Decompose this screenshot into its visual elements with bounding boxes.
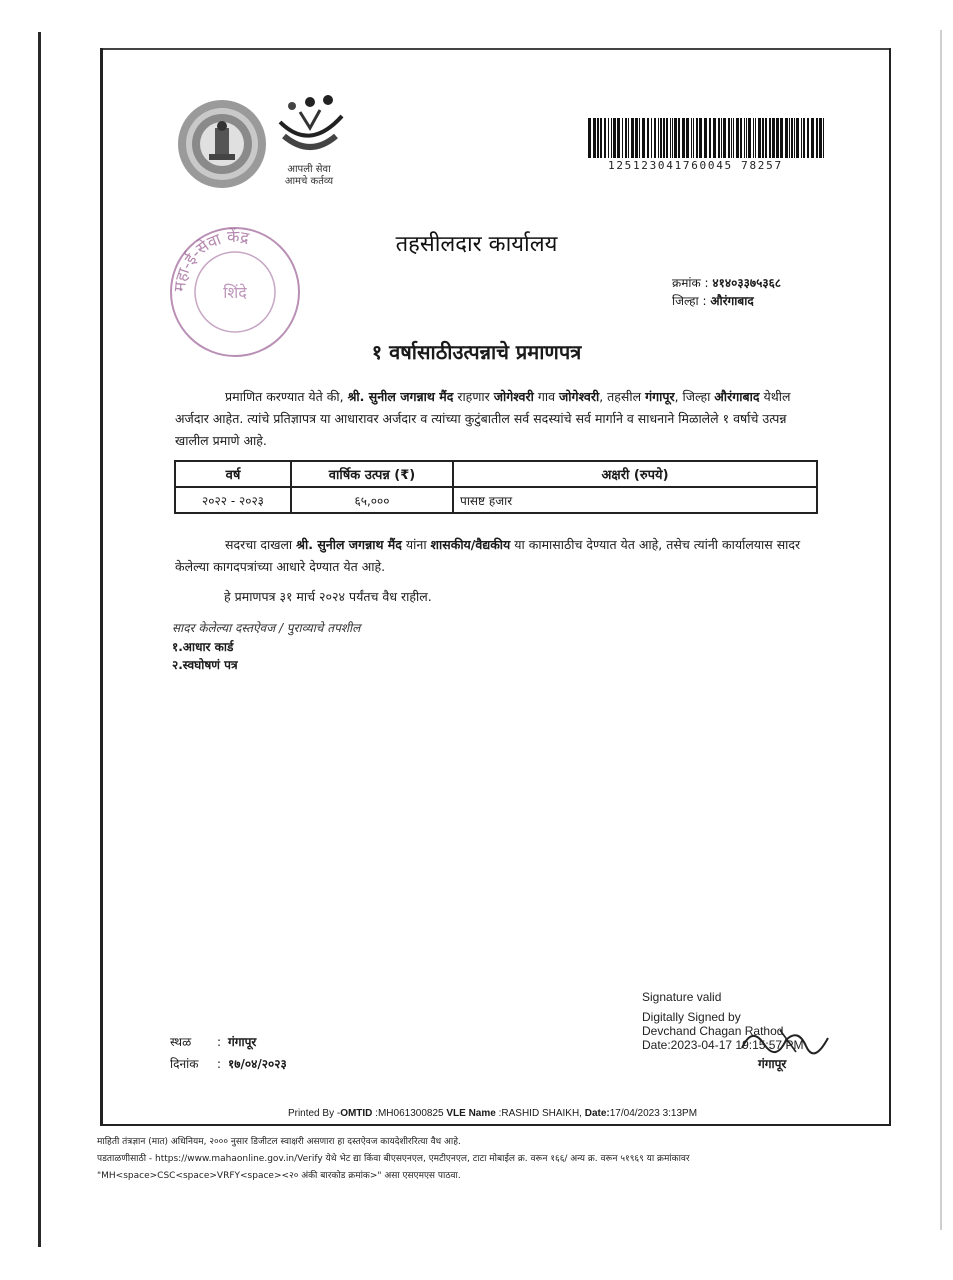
district-name: औरंगाबाद <box>714 389 760 404</box>
sthal-label: स्थळ <box>170 1035 192 1049</box>
barcode-bar <box>670 118 671 158</box>
barcode-bar <box>769 118 771 158</box>
barcode-bar <box>736 118 739 158</box>
barcode-bar <box>740 118 742 158</box>
barcode-bar <box>728 118 730 158</box>
applicant-name: श्री. सुनील जगन्नाथ मैंद <box>347 389 454 404</box>
barcode-bar <box>803 118 805 158</box>
barcode-bar <box>780 118 783 158</box>
barcode-bar <box>613 118 616 158</box>
barcode-bar <box>658 118 659 158</box>
applicant-name: श्री. सुनील जगन्नाथ मैंद <box>296 537 402 552</box>
vle-value: :RASHID SHAIKH, <box>495 1108 585 1119</box>
dinank-label: दिनांक <box>170 1057 199 1071</box>
barcode-bar <box>672 118 673 158</box>
para2-text: यांना <box>401 537 431 552</box>
para1-text: गाव <box>533 389 560 404</box>
tagline-line-2: आमचे कर्तव्य <box>284 176 334 187</box>
barcode-bar <box>776 118 779 158</box>
signature-date: Date:2023-04-17 19:15:57 PM <box>642 1038 804 1052</box>
barcode-bar <box>691 118 692 158</box>
barcode-bar <box>765 118 767 158</box>
barcode-bar <box>608 118 609 158</box>
barcode-bar <box>748 118 751 158</box>
barcode-bar <box>696 118 698 158</box>
sthal-value: गंगापूर <box>228 1035 257 1049</box>
scan-edge-left <box>38 32 41 1247</box>
date-label: Date: <box>584 1108 610 1119</box>
certificate-title: १ वर्षासाठीउत्पन्नाचे प्रमाणपत्र <box>371 340 582 364</box>
barcode-bar <box>718 118 720 158</box>
barcode-bar <box>823 118 824 158</box>
barcode-bar <box>666 118 668 158</box>
documents-heading: सादर केलेल्या दस्तऐवज / पुराव्याचे तपशील <box>172 621 361 635</box>
barcode-bar <box>721 118 722 158</box>
cell-in-words: पासष्ट हजार <box>453 487 817 513</box>
kramank-label: क्रमांक : <box>672 276 709 290</box>
documents-list <box>172 638 238 674</box>
office-title: तहसीलदार कार्यालय <box>395 232 558 257</box>
vle-label: VLE Name <box>446 1108 496 1119</box>
para2-text: सदरचा दाखला <box>225 537 297 552</box>
barcode-bar <box>604 118 606 158</box>
barcode-bar <box>785 118 788 158</box>
para1-text: येथील अर्जदार आहेत. त्यांचे प्रतिज्ञापत्र या आधारावर अर्जदार व त्यांच्या कुटुंबातील सर्व सदस्यांचे सर्व मार्गाने व साधनाने मिळालेले १ वर्षाचे उत्पन्न खालील प्रमाणे आहे. <box>175 389 791 448</box>
barcode-bar <box>733 118 734 158</box>
barcode-bar <box>682 118 685 158</box>
barcode-bar <box>686 118 689 158</box>
footer-line: पडताळणीसाठी - https://www.mahaonline.gov.in/Verify येथे भेट द्या किंवा बीएसएनएल, एमटीएनएल, टाटा मोबाईल क्र. वरून १६६/ अन्य क्र. वरून ५१९६९ या क्रमांकावर <box>97 1154 690 1164</box>
barcode-bar <box>772 118 775 158</box>
barcode-bar <box>755 118 756 158</box>
barcode-bar <box>663 118 665 158</box>
barcode-bar <box>660 118 662 158</box>
tahsil-name: गंगापूर <box>645 389 675 404</box>
barcode-bar <box>794 118 795 158</box>
kramank-value: ४१४०३३७५३६८ <box>712 276 782 290</box>
barcode <box>588 118 826 158</box>
header-annual-income: वार्षिक उत्पन्न (₹) <box>291 461 453 487</box>
cell-income: ६५,००० <box>291 487 453 513</box>
list-item <box>172 656 238 674</box>
barcode-bar <box>622 118 623 158</box>
jilha-value: औरंगाबाद <box>710 294 754 308</box>
barcode-bar <box>651 118 652 158</box>
footer-notes <box>97 1134 897 1185</box>
para1-text: राहणार <box>453 389 494 404</box>
validity-paragraph: हे प्रमाणपत्र ३१ मार्च २०२४ पर्यंतच वैध राहील. <box>224 589 432 604</box>
income-table <box>174 460 818 514</box>
omtid-label: OMTID <box>340 1108 373 1119</box>
header-year: वर्ष <box>175 461 291 487</box>
barcode-bar <box>642 118 645 158</box>
place-date-block: स्थळ : गंगापूर दिनांक : १७/०४/२०२३ <box>170 1031 287 1075</box>
barcode-bar <box>723 118 726 158</box>
barcode-bar <box>674 118 677 158</box>
tagline-line-1: आपली सेवा <box>287 164 331 175</box>
signature-line: Digitally Signed by <box>642 1010 741 1024</box>
barcode-bar <box>647 118 649 158</box>
barcode-bar <box>678 118 680 158</box>
para2-text: या कामासाठीच देण्यात येत आहे, तसेच त्यांनी कार्यालयास सादर केलेल्या कागदपत्रांच्या आधारे देण्यात येत आहे. <box>175 537 801 574</box>
barcode-bar <box>654 118 656 158</box>
aaple-seva-tagline <box>276 164 342 188</box>
purpose-paragraph <box>175 534 823 578</box>
omtid-value: :MH061300825 <box>372 1108 447 1119</box>
barcode-bar <box>704 118 707 158</box>
barcode-bar <box>593 118 596 158</box>
document-item: १.आधार कार्ड <box>172 640 234 654</box>
barcode-bar <box>639 118 640 158</box>
barcode-bar <box>807 118 809 158</box>
barcode-bar <box>758 118 761 158</box>
signature-valid: Signature valid <box>642 990 722 1004</box>
printed-text: Printed By - <box>287 1108 341 1119</box>
barcode-bar <box>796 118 799 158</box>
village-name: जोगेश्वरी <box>493 389 534 404</box>
barcode-bar <box>628 118 629 158</box>
cell-year: २०२२ - २०२३ <box>175 487 291 513</box>
purpose: शासकीय/वैद्यकीय <box>430 537 511 552</box>
dinank-value: १७/०४/२०२३ <box>228 1057 287 1071</box>
barcode-bar <box>709 118 711 158</box>
document-item: २.स्वघोषणं पत्र <box>172 658 238 672</box>
state-emblem-icon <box>175 98 270 190</box>
table-row <box>175 487 817 513</box>
barcode-bar <box>731 118 732 158</box>
barcode-bar <box>746 118 747 158</box>
certification-paragraph <box>175 386 823 452</box>
barcode-bar <box>791 118 793 158</box>
barcode-bar <box>819 118 822 158</box>
barcode-bar <box>635 118 638 158</box>
barcode-bar <box>699 118 702 158</box>
barcode-bar <box>617 118 620 158</box>
footer-line: "MH<space>CSC<space>VRFY<space><२० अंकी बारकोड क्रमांक>" असा एसएमएस पाठवा. <box>97 1171 461 1181</box>
stamp-outer-text: महा-ई-सेवा केंद्र <box>169 226 251 293</box>
header-in-words: अक्षरी (रुपये) <box>453 461 817 487</box>
barcode-bar <box>811 118 814 158</box>
para1-text: , तहसील <box>599 389 646 404</box>
jilha-label: जिल्हा : <box>672 294 707 308</box>
table-header-row <box>175 461 817 487</box>
barcode-bar <box>762 118 764 158</box>
signature-place: गंगापूर <box>758 1057 787 1071</box>
list-item <box>172 638 238 656</box>
para1-text: प्रमाणित करण्यात येते की, <box>225 389 348 404</box>
signature-scribble-icon <box>740 1020 830 1060</box>
barcode-bar <box>631 118 634 158</box>
footer-line: माहिती तंत्रज्ञान (मात) अधिनियम, २००० नुसार डिजीटल स्वाक्षरी असणारा हा दस्तऐवज कायदेशीररित्या वैध आहे. <box>97 1137 461 1147</box>
printed-by-line <box>0 1108 953 1119</box>
scan-edge-right <box>940 30 942 1230</box>
barcode-bar <box>744 118 745 158</box>
barcode-bar <box>588 118 591 158</box>
barcode-bar <box>801 118 802 158</box>
barcode-bar <box>693 118 694 158</box>
para1-text: , जिल्हा <box>674 389 715 404</box>
barcode-bar <box>753 118 754 158</box>
barcode-bar <box>625 118 627 158</box>
gaon-name: जोगेश्वरी <box>559 389 600 404</box>
barcode-bar <box>611 118 612 158</box>
barcode-number: 125123041760045 78257 <box>608 159 783 172</box>
stamp-center-text: शिंदे <box>223 283 247 302</box>
reference-block <box>672 274 781 310</box>
date-value: 17/04/2023 3:13PM <box>609 1108 698 1119</box>
barcode-bar <box>789 118 790 158</box>
barcode-bar <box>600 118 602 158</box>
barcode-bar <box>816 118 818 158</box>
barcode-bar <box>713 118 716 158</box>
barcode-bar <box>597 118 599 158</box>
signer-name: Devchand Chagan Rathod <box>642 1024 784 1038</box>
